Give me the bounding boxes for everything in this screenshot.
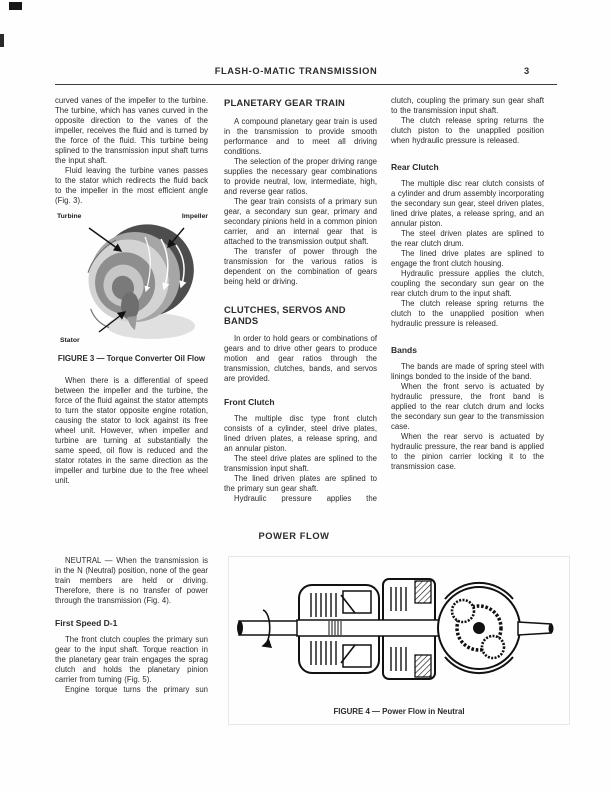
- figure3: [55, 213, 208, 345]
- body-paragraph: When the front servo is actuated by hydraulic pressure, the front band is applied to the rear clutch drum and locks the secondary sun gear to the transmission case.: [391, 382, 544, 431]
- body-paragraph: Hydraulic pressure applies the: [234, 494, 377, 503]
- servo-band-section: [415, 581, 431, 603]
- right-column: [391, 96, 544, 472]
- body-paragraph: A compound planetary gear train is used in the transmission to provide smooth performance and to meet all driving conditions.: [224, 117, 377, 156]
- section-heading-planetary-gear-train: PLANETARY GEAR TRAIN: [224, 97, 346, 108]
- subheading-first-speed-d1: First Speed D-1: [55, 618, 118, 628]
- figure3-illustration: [55, 213, 208, 345]
- body-paragraph: clutch, coupling the primary sun gear shaft to the transmission input shaft.: [391, 96, 544, 115]
- power-flow-left-column: [55, 556, 208, 695]
- figure3-label-turbine: Turbine: [57, 213, 82, 220]
- body-paragraph: In order to hold gears or combinations of gears and to drive other gears to produce motion and gear ratios through the transmission, clutches, bands, and servos are provided.: [224, 334, 377, 383]
- body-paragraph: The selection of the proper driving range supplies the necessary gear combinations to provide neutral, low, intermediate, high, and reverse gear ratios.: [224, 157, 377, 196]
- subheading-rear-clutch: Rear Clutch: [391, 162, 439, 172]
- sun-gear-hub: [473, 622, 485, 634]
- figure3-label-impeller: Impeller: [181, 213, 208, 220]
- figure4: [228, 556, 570, 725]
- body-paragraph: The gear train consists of a primary sun gear, a secondary sun gear, primary and secondary pinions held in a common pinion carrier, and an internal gear that is attached to the transmission output shaft.: [224, 197, 377, 246]
- body-paragraph: The steel driven plates are splined to the rear clutch drum.: [391, 229, 544, 248]
- body-paragraph: The transfer of power through the transmission for the various ratios is dependent on the combination of gears being held or driving.: [224, 247, 377, 286]
- body-paragraph: The lined driven plates are splined to the primary sun gear shaft.: [224, 474, 377, 493]
- scan-artifact: [0, 34, 4, 47]
- body-paragraph: NEUTRAL — When the transmission is in the N (Neutral) position, none of the gear train members are held or driving. Therefore, there is no transfer of power through the transmission (Fig. 4).: [55, 556, 208, 605]
- pinion-gear: [482, 636, 504, 658]
- page-title: FLASH-O-MATIC TRANSMISSION: [214, 66, 378, 76]
- body-paragraph: The clutch release spring returns the clutch piston to the unapplied position when hydraulic pressure is released.: [391, 116, 544, 145]
- body-paragraph: The steel drive plates are splined to the transmission input shaft.: [224, 454, 377, 473]
- scan-artifact: [9, 2, 22, 10]
- body-paragraph: The bands are made of spring steel with linings bonded to the inside of the band.: [391, 362, 544, 381]
- header-rule: [55, 84, 557, 85]
- body-paragraph: The clutch release spring returns the clutch to the unapplied position when hydraulic pressure is released.: [391, 299, 544, 328]
- page-number: 3: [524, 66, 530, 76]
- body-paragraph: Hydraulic pressure applies the clutch, coupling the secondary sun gear on the rear clutch drum to the input shaft.: [391, 269, 544, 298]
- left-column: [55, 96, 208, 486]
- body-paragraph: The front clutch couples the primary sun gear to the input shaft. Torque reaction in the planetary gear train engages the sprag clutch and holds the planetary pinion carrier from turning (Fig. 5).: [55, 635, 208, 684]
- section-heading-power-flow: POWER FLOW: [258, 531, 330, 541]
- body-paragraph: When the rear servo is actuated by hydraulic pressure, the rear band is applied to the pinion carrier locking it to the transmission case.: [391, 432, 544, 471]
- figure4-illustration: [233, 561, 563, 695]
- body-paragraph: Fluid leaving the turbine vanes passes to the stator which redirects the fluid back to the impeller in the most efficient angle (Fig. 3).: [55, 166, 208, 205]
- subheading-front-clutch: Front Clutch: [224, 397, 275, 407]
- figure4-caption: FIGURE 4 — Power Flow in Neutral: [333, 707, 465, 716]
- servo-band-section: [415, 655, 431, 677]
- subheading-bands: Bands: [391, 345, 417, 355]
- figure3-label-stator: Stator: [60, 337, 80, 344]
- output-shaft: [518, 622, 551, 635]
- pinion-gear: [452, 600, 474, 622]
- body-paragraph: Engine torque turns the primary sun: [65, 685, 208, 694]
- body-paragraph: curved vanes of the impeller to the turbine. The turbine, which has vanes curved in the opposite direction to the vanes of the impeller, receives the fluid and is turned by the force of the fluid. This turbine being splined to the transmission input shaft turns the input shaft.: [55, 96, 208, 165]
- body-paragraph: When there is a differential of speed between the impeller and the turbine, the force of the fluid against the stator attempts to turn the stator opposite engine rotation, causing the stator to lock against its free wheel unit. However, when impeller and turbine are turning at substantially the same speed, oil flow is reduced and the stator rotates in the same direction as the impeller and turbine due to the free wheel unit.: [55, 375, 208, 485]
- body-paragraph: The lined drive plates are splined to engage the front clutch housing.: [391, 249, 544, 268]
- body-paragraph: The multiple disc rear clutch consists of a cylinder and drum assembly incorporating the secondary sun gear, steel driven plates, lined drive plates, a release spring, and an annular piston.: [391, 179, 544, 228]
- main-shaft: [297, 620, 441, 636]
- middle-column: [224, 96, 377, 504]
- figure3-caption: FIGURE 3 — Torque Converter Oil Flow: [57, 354, 206, 363]
- body-paragraph: The multiple disc type front clutch consists of a cylinder, steel drive plates, lined driven plates, a release spring, and an annular piston.: [224, 414, 377, 453]
- section-heading-clutches-servos-bands: CLUTCHES, SERVOS AND BANDS: [224, 304, 346, 326]
